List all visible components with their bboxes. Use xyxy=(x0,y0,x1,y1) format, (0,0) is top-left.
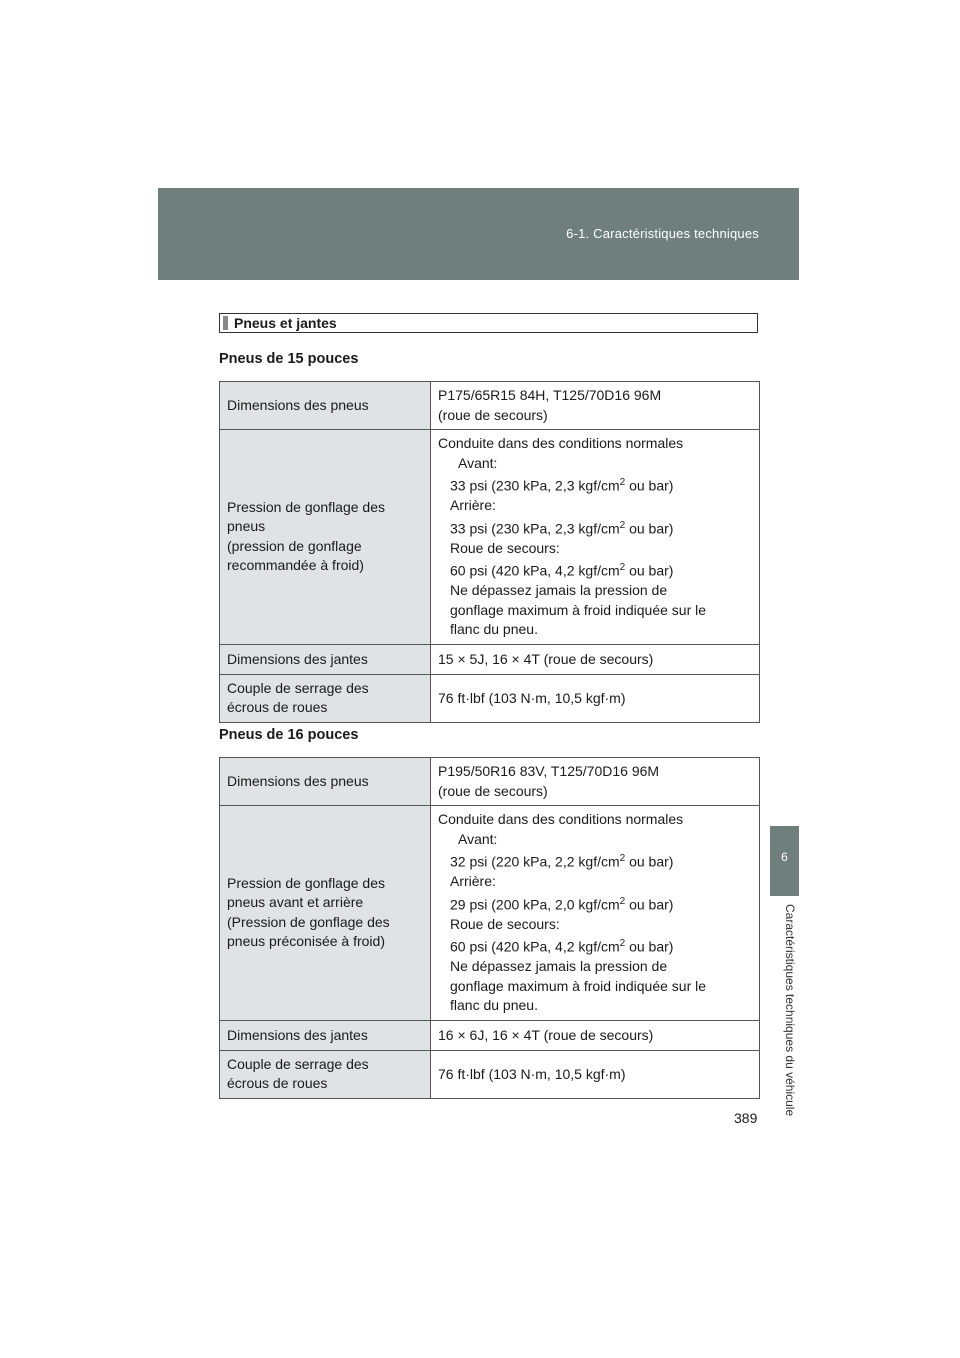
tire-dims-line: P175/65R15 84H, T125/70D16 96M xyxy=(438,387,662,403)
pressure-value xyxy=(431,806,760,1021)
rear-value: 33 psi (230 kPa, 2,3 kgf/$cm^2$ ou bar) xyxy=(450,519,674,537)
pressure-label-line: pneus préconisée à froid) xyxy=(227,933,385,950)
table-heading-16: Pneus de 16 pouces xyxy=(219,727,359,743)
rear-label: Arrière: xyxy=(450,497,496,514)
spare-value: 60 psi (420 kPa, 4,2 kgf/$cm^2$ ou bar) xyxy=(450,938,674,955)
tire-dims-line: (roue de secours) xyxy=(438,782,548,799)
warning-line: gonflage maximum à froid indiquée sur le xyxy=(450,977,707,994)
tire-dims-value xyxy=(431,758,760,806)
rear-label: Arrière: xyxy=(450,873,496,890)
front-value: 33 psi (230 kPa, 2,3 kgf/$cm^2$ ou bar) xyxy=(450,477,674,494)
spare-value: 60 psi (420 kPa, 4,2 kgf/$cm^2$ ou bar) xyxy=(450,562,674,579)
table-row xyxy=(220,382,760,430)
rear-value: 29 psi (200 kPa, 2,0 kgf/$cm^2$ ou bar) xyxy=(450,895,674,913)
table-row xyxy=(220,758,760,806)
torque-label-line: écrous de roues xyxy=(227,699,328,716)
pressure-intro: Conduite dans des conditions normales xyxy=(438,435,684,451)
torque-label-line: écrous de roues xyxy=(227,1075,328,1092)
spare-label: Roue de secours: xyxy=(450,539,560,556)
pressure-label-line: (pression de gonflage xyxy=(227,537,362,554)
torque-label xyxy=(220,674,431,722)
table-row xyxy=(220,806,760,1021)
pressure-value xyxy=(431,430,760,645)
tire-dims-line: (roue de secours) xyxy=(438,406,548,423)
torque-label xyxy=(220,1050,431,1098)
rim-label: Dimensions des jantes xyxy=(220,1020,431,1050)
table-heading-15: Pneus de 15 pouces xyxy=(219,351,359,367)
tire-dims-label: Dimensions des pneus xyxy=(220,758,431,806)
chapter-section-title: 6-1. Caractéristiques techniques xyxy=(566,226,759,241)
table-row xyxy=(220,430,760,645)
warning-line: Ne dépassez jamais la pression de xyxy=(450,958,668,975)
table-row xyxy=(220,1050,760,1098)
front-label: Avant: xyxy=(458,830,498,847)
chapter-tab xyxy=(770,826,799,896)
warning-line: Ne dépassez jamais la pression de xyxy=(450,582,668,599)
rim-value: 16 × 6J, 16 × 4T (roue de secours) xyxy=(431,1020,760,1050)
warning-line: flanc du pneu. xyxy=(450,621,538,638)
tire-dims-label: Dimensions des pneus xyxy=(220,382,431,430)
rim-value: 15 × 5J, 16 × 4T (roue de secours) xyxy=(431,644,760,674)
spare-label: Roue de secours: xyxy=(450,915,560,932)
pressure-label xyxy=(220,430,431,645)
pressure-label-line: recommandée à froid) xyxy=(227,557,364,574)
tire-dims-value xyxy=(431,382,760,430)
tire-spec-table-16 xyxy=(219,757,760,1099)
torque-label-line: Couple de serrage des xyxy=(227,1055,369,1072)
pressure-label-line: (Pression de gonflage des xyxy=(227,913,390,930)
chapter-header xyxy=(158,188,799,280)
front-value: 32 psi (220 kPa, 2,2 kgf/$cm^2$ ou bar) xyxy=(450,853,674,870)
page-number: 389 xyxy=(734,1110,758,1126)
chapter-number: 6 xyxy=(781,850,788,864)
pressure-label-line: Pression de gonflage des xyxy=(227,498,385,515)
warning-line: flanc du pneu. xyxy=(450,997,538,1014)
pressure-label-line: pneus xyxy=(227,518,266,535)
chapter-side-label: Caractéristiques techniques du véhicule xyxy=(783,904,797,1117)
rim-label: Dimensions des jantes xyxy=(220,644,431,674)
table-row xyxy=(220,1020,760,1050)
warning-line: gonflage maximum à froid indiquée sur le xyxy=(450,601,707,618)
tire-spec-table-15 xyxy=(219,381,760,723)
torque-value: 76 ft·lbf (103 N·m, 10,5 kgf·m) xyxy=(431,674,760,722)
front-label: Avant: xyxy=(458,454,498,471)
table-row xyxy=(220,644,760,674)
torque-value: 76 ft·lbf (103 N·m, 10,5 kgf·m) xyxy=(431,1050,760,1098)
pressure-label-line: Pression de gonflage des xyxy=(227,874,385,891)
pressure-label-line: pneus avant et arrière xyxy=(227,894,364,911)
pressure-label xyxy=(220,806,431,1021)
torque-label-line: Couple de serrage des xyxy=(227,679,369,696)
tire-dims-line: P195/50R16 83V, T125/70D16 96M xyxy=(438,763,660,779)
table-row xyxy=(220,674,760,722)
section-title: Pneus et jantes xyxy=(219,313,758,333)
pressure-intro: Conduite dans des conditions normales xyxy=(438,811,684,827)
